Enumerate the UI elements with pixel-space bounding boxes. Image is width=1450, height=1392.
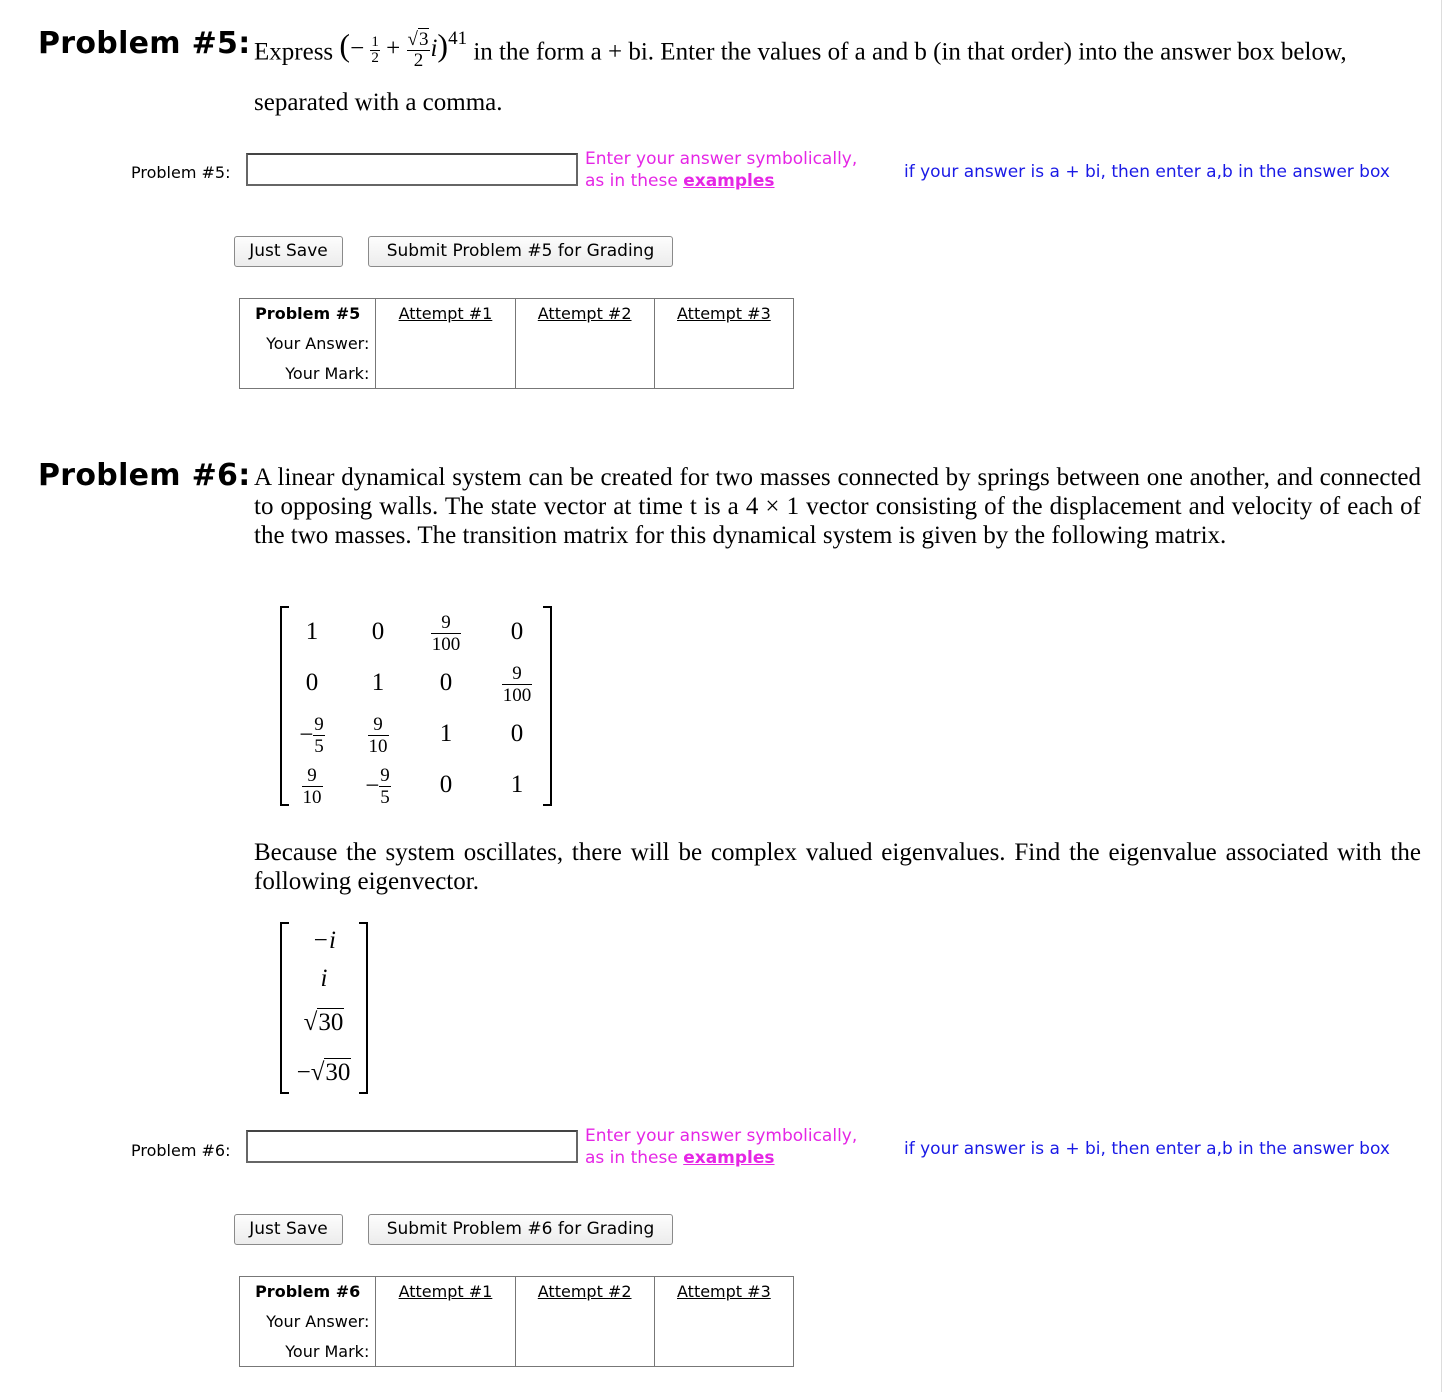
vector-entry: −√30 xyxy=(296,1059,351,1086)
attempt-2-link[interactable]: Attempt #2 xyxy=(515,299,654,329)
answer-cell xyxy=(515,329,654,359)
statement-rest: in the form a + bi. Enter the values of a and b (in that order) into the answer box below, xyxy=(473,38,1347,66)
matrix-entry: − $\frac{9}{5}$ xyxy=(299,714,324,757)
problem-5-attempts-table xyxy=(239,298,794,389)
table-title: Problem #6 xyxy=(255,1282,361,1302)
matrix-entry: 1 xyxy=(305,618,319,645)
matrix-entry: $\frac{9}{10}$ xyxy=(368,714,388,757)
your-answer-label: Your Answer: xyxy=(266,334,370,353)
matrix-entry: − $\frac{9}{5}$ xyxy=(365,765,390,808)
page-right-border xyxy=(1441,0,1442,1392)
problem-5-hint: Enter your answer symbolically, as in these examples xyxy=(585,149,858,191)
matrix-entry: 0 xyxy=(439,771,453,798)
problem-5-field-label: Problem #5: xyxy=(131,163,231,182)
problem-5-statement-line1 xyxy=(254,27,1424,74)
problem-6-submit-button[interactable]: Submit Problem #6 for Grading xyxy=(368,1214,673,1245)
problem-5-answer-input[interactable] xyxy=(246,153,578,186)
problem-5-heading: Problem #5: xyxy=(38,26,251,61)
vector-left-bracket xyxy=(280,922,289,1094)
problem-6-format-hint: if your answer is a + bi, then enter a,b in the answer box xyxy=(904,1139,1390,1159)
vector-entry: i xyxy=(320,965,328,992)
matrix-entry: 0 xyxy=(510,618,524,645)
mark-cell xyxy=(654,1337,793,1367)
answer-cell xyxy=(515,1307,654,1337)
problem-6-answer-input[interactable] xyxy=(246,1130,578,1163)
power-expression: (− $\frac{1}{2}$ + $\frac{√3}{2}$ i) xyxy=(339,27,449,72)
problem-6-heading: Problem #6: xyxy=(38,458,251,493)
matrix-entry: 1 xyxy=(371,669,385,696)
answer-cell xyxy=(376,1307,515,1337)
answer-cell xyxy=(376,329,515,359)
matrix-entry: 1 xyxy=(510,771,524,798)
problem-6-attempts-table xyxy=(239,1276,794,1367)
problem-5-just-save-button[interactable]: Just Save xyxy=(234,236,343,267)
matrix-entry: 0 xyxy=(510,720,524,747)
vector-right-bracket xyxy=(359,922,368,1094)
your-mark-label: Your Mark: xyxy=(285,363,370,383)
matrix-entry: 0 xyxy=(439,669,453,696)
problem-5-examples-link[interactable]: examples xyxy=(683,171,775,191)
problem-6-statement: A linear dynamical system can be created for two masses connected by springs between one another, and connected to opposing walls. The state vector at time t is a 4 × 1 vector consisting of the displacement and velocity of each of the two masses. The transition matrix for this dynamical system is given by the following matrix. xyxy=(254,464,1421,549)
attempt-1-link[interactable]: Attempt #1 xyxy=(376,1277,515,1307)
mark-cell xyxy=(376,359,515,389)
problem-6-examples-link[interactable]: examples xyxy=(683,1148,775,1168)
vector-entry: −i xyxy=(312,927,336,954)
attempt-3-link[interactable]: Attempt #3 xyxy=(654,1277,793,1307)
mark-cell xyxy=(654,359,793,389)
attempt-3-link[interactable]: Attempt #3 xyxy=(654,299,793,329)
exponent: 41 xyxy=(448,28,468,49)
problem-6-field-label: Problem #6: xyxy=(131,1141,231,1160)
attempt-2-link[interactable]: Attempt #2 xyxy=(515,1277,654,1307)
problem-5-submit-button[interactable]: Submit Problem #5 for Grading xyxy=(368,236,673,267)
attempt-1-link[interactable]: Attempt #1 xyxy=(376,299,515,329)
matrix-entry: $\frac{9}{100}$ xyxy=(502,663,532,706)
eigenvector xyxy=(280,922,368,1094)
express-word: Express xyxy=(254,38,334,66)
matrix-entry: $\frac{9}{100}$ xyxy=(431,612,461,655)
answer-cell xyxy=(654,329,793,359)
problem-5-format-hint: if your answer is a + bi, then enter a,b in the answer box xyxy=(904,162,1390,182)
problem-6-hint: Enter your answer symbolically, as in these examples xyxy=(585,1126,858,1168)
vector-entry: √30 xyxy=(303,1009,344,1036)
matrix-entry: $\frac{9}{10}$ xyxy=(302,765,322,808)
matrix-entry: 1 xyxy=(439,720,453,747)
your-answer-label: Your Answer: xyxy=(266,1312,370,1331)
mark-cell xyxy=(515,359,654,389)
transition-matrix xyxy=(280,606,552,806)
answer-cell xyxy=(654,1307,793,1337)
table-title: Problem #5 xyxy=(255,304,361,324)
problem-6-just-save-button[interactable]: Just Save xyxy=(234,1214,343,1245)
problem-5-statement-line2: separated with a comma. xyxy=(254,89,503,116)
mark-cell xyxy=(515,1337,654,1367)
your-mark-label: Your Mark: xyxy=(285,1341,370,1361)
matrix-entry: 0 xyxy=(305,669,319,696)
mark-cell xyxy=(376,1337,515,1367)
problem-6-statement-2: Because the system oscillates, there will be complex valued eigenvalues. Find the eigenvalue associated with the following eigenvector. xyxy=(254,839,1421,895)
matrix-entry: 0 xyxy=(371,618,385,645)
